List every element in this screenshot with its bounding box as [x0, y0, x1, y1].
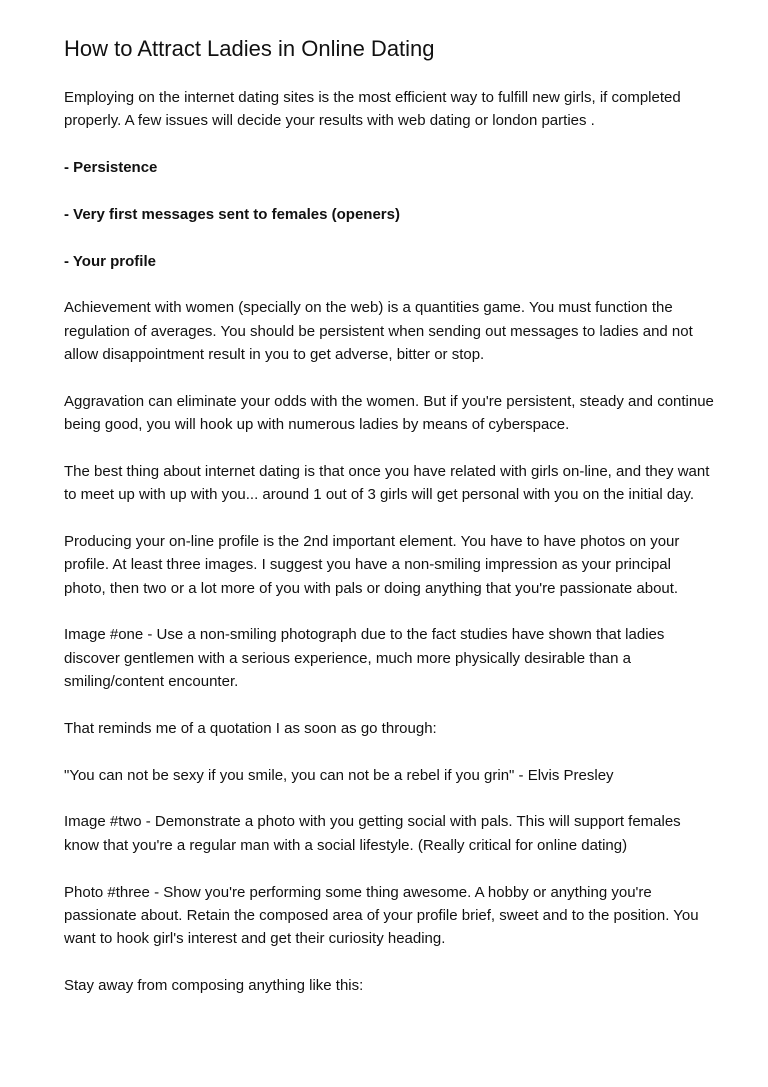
paragraph-aggravation: Aggravation can eliminate your odds with the women. But if you're persistent, steady and continue being good, you will hook up with numerous ladies by means of cyberspace. [64, 392, 714, 434]
paragraph-best-thing: The best thing about internet dating is that once you have related with girls on-line, and they want to meet up with up with you... around 1 out of 3 girls will get personal with you on the initial day. [64, 462, 710, 504]
document-body [64, 86, 714, 997]
list-item-profile: - Your profile [64, 252, 156, 270]
paragraph-profile-photos: Producing your on-line profile is the 2nd important element. You have to have photos on your profile. At least three images. I suggest you have a non-smiling impression as your principal photo, then two or a lot more of you with pals or doing anything that you're passionate about. [64, 533, 680, 597]
paragraph-stay-away: Stay away from composing anything like this: [64, 976, 364, 994]
paragraph-intro: Employing on the internet dating sites is the most efficient way to fulfill new girls, if completed properly. A few issues will decide your results with web dating or london parties . [64, 89, 681, 130]
page-title: How to Attract Ladies in Online Dating [64, 36, 435, 61]
paragraph-numbers-game: Achievement with women (specially on the web) is a quantities game. You must function the regulation of averages. You should be persistent when sending out messages to ladies and not allow disappointment result in you to get adverse, bitter or stop. [64, 299, 693, 364]
paragraph-image-one: Image #one - Use a non-smiling photograph due to the fact studies have shown that ladies discover gentlemen with a serious experience, much more physically desirable than a smiling/content encounter. [64, 626, 665, 691]
list-item-first-messages: - Very first messages sent to females (openers) [64, 205, 400, 223]
paragraph-photo-three: Photo #three - Show you're performing some thing awesome. A hobby or anything you're passionate about. Retain the composed area of your profile brief, sweet and to the position. You want to hook girl's interest and get their curiosity heading. [64, 883, 699, 948]
document-page [64, 34, 714, 1021]
paragraph-quotation-intro: That reminds me of a quotation I as soon as go through: [64, 719, 437, 737]
list-item-persistence: - Persistence [64, 159, 158, 177]
paragraph-image-two: Image #two - Demonstrate a photo with you getting social with pals. This will support females know that you're a regular man with a social lifestyle. (Really critical for online dating) [64, 813, 681, 854]
paragraph-quote: "You can not be sexy if you smile, you can not be a rebel if you grin" - Elvis Presley [64, 766, 614, 784]
